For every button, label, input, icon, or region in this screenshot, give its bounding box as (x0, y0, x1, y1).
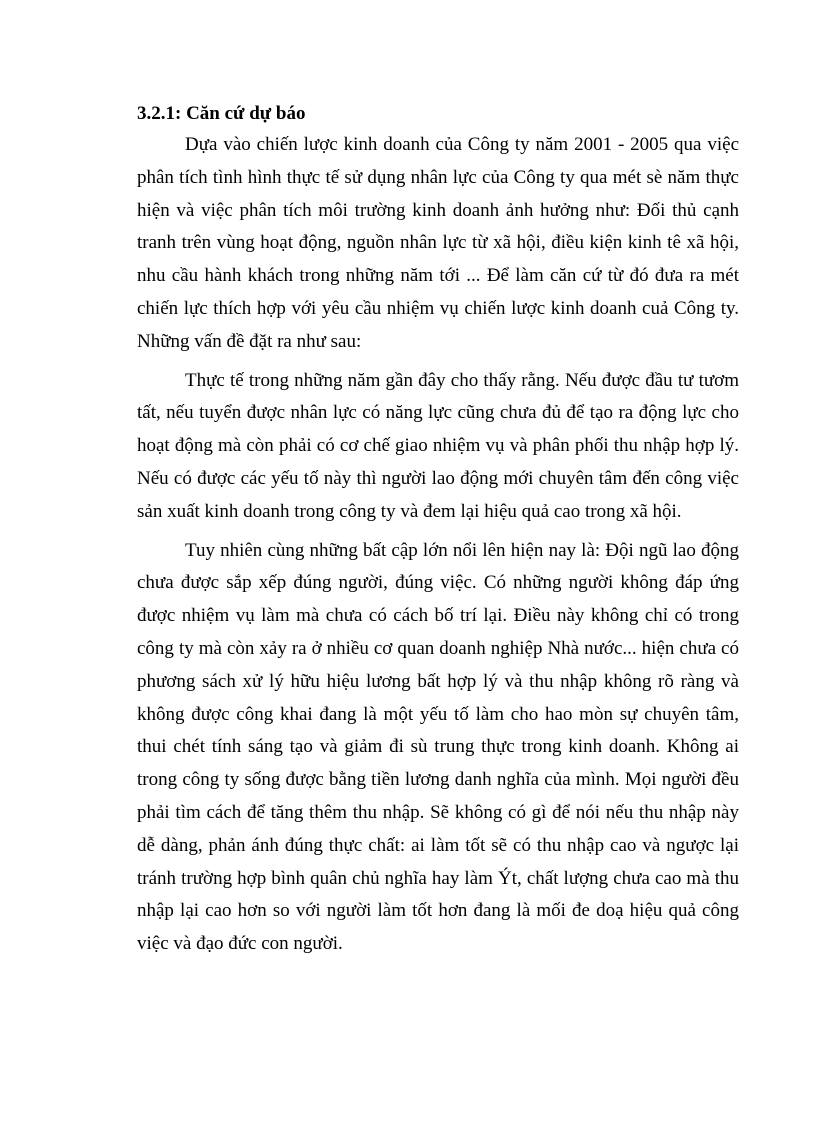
paragraph: Dựa vào chiến lược kinh doanh của Công ty năm 2001 - 2005 qua việc phân tích tình hình thực tế sử dụng nhân lực của Công ty qua mét sè năm thực hiện và việc phân tích môi trường kinh doanh ảnh hưởng như: Đối thủ cạnh tranh trên vùng hoạt động, nguồn nhân lực từ xã hội, điều kiện kinh tê xã hội, nhu cầu hành khách trong những năm tới ... Để làm căn cứ từ đó đưa ra mét chiến lực thích hợp với yêu cầu nhiệm vụ chiến lược kinh doanh cuả Công ty. Những vấn đề đặt ra như sau: (137, 134, 739, 352)
paragraph: Thực tế trong những năm gần đây cho thấy rằng. Nếu được đầu tư tươm tất, nếu tuyển được nhân lực có năng lực cũng chưa đủ để tạo ra động lực cho hoạt động mà còn phải có cơ chế giao nhiệm vụ và phân phối thu nhập hợp lý. Nếu có được các yếu tố này thì người lao động mới chuyên tâm đến công việc sản xuất kinh doanh trong công ty và đem lại hiệu quả cao trong xã hội. (137, 369, 739, 522)
section-heading: 3.2.1: Căn cứ dự báo (137, 103, 306, 124)
document-body (137, 100, 739, 967)
paragraph: Tuy nhiên cùng những bất cập lớn nổi lên hiện nay là: Đội ngũ lao động chưa được sắp xếp đúng người, đúng việc. Có những người không đáp ứng được nhiệm vụ làm mà chưa có cách bố trí lại. Điều này không chỉ có trong công ty mà còn xảy ra ở nhiều cơ quan doanh nghiệp Nhà nước... hiện chưa có phương sách xử lý hữu hiệu lương bất hợp lý và thu nhập không rõ ràng và không được công khai đang là một yếu tố làm cho hao mòn sự chuyên tâm, thui chét tính sáng tạo và giảm đi sù trung thực trong kinh doanh. Không ai trong công ty sống được bằng tiền lương danh nghĩa của mình. Mọi người đều phải tìm cách để tăng thêm thu nhập. Sẽ không có gì để nói nếu thu nhập này dễ dàng, phản ánh đúng thực chất: ai làm tốt sẽ có thu nhập cao và ngược lại tránh trường hợp bình quân chủ nghĩa hay làm Ýt, chất lượng chưa cao mà thu nhập lại cao hơn so với người làm tốt hơn đang là mối đe doạ hiệu quả công việc và đạo đức con người. (137, 539, 739, 955)
